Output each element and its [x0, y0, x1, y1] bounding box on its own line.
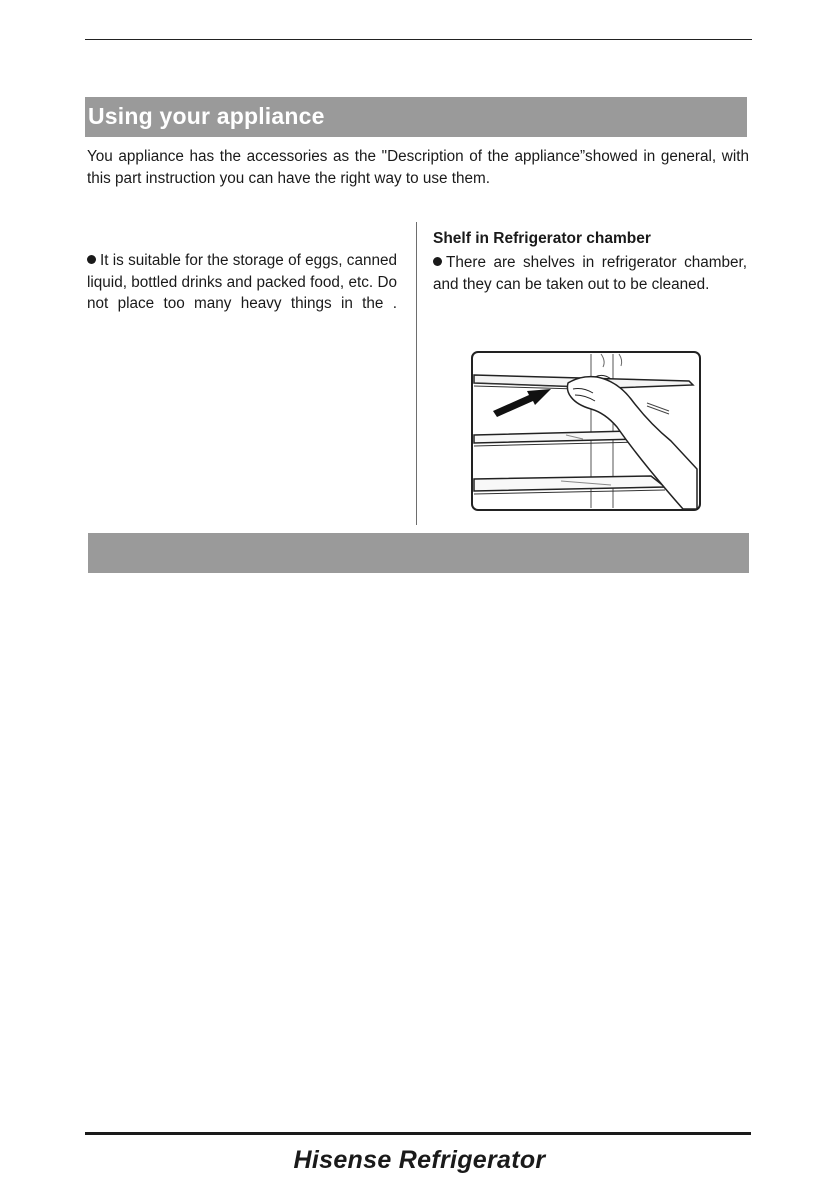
bullet-icon — [87, 255, 96, 264]
next-section-bar — [88, 533, 749, 573]
shelf-text: There are shelves in refrigerator chamber, and they can be taken out to be cleaned. — [433, 254, 747, 293]
bullet-icon — [433, 257, 442, 266]
shelf-paragraph — [433, 252, 747, 295]
brand-logo: Hisense Refrigerator — [293, 1146, 546, 1174]
shelf-illustration — [471, 351, 701, 511]
left-column-text: It is suitable for the storage of eggs, canned liquid, bottled drinks and packed food, etc. Do not place too many heavy things in the — [87, 252, 397, 312]
left-column-paragraph: It is suitable for the storage of eggs, canned liquid, bottled drinks and packed food, etc. Do not place too many heavy things in the . — [87, 252, 397, 312]
shelf-heading: Shelf in Refrigerator chamber — [433, 230, 651, 247]
column-divider — [416, 222, 417, 525]
section-title: Using your appliance — [88, 103, 325, 129]
header-rule — [85, 39, 752, 40]
footer-rule — [85, 1132, 751, 1135]
section-title-bar — [85, 97, 747, 137]
intro-paragraph: You appliance has the accessories as the "Description of the appliance”showed in general, with this part instruction you can have the right way to use them. — [87, 148, 749, 187]
